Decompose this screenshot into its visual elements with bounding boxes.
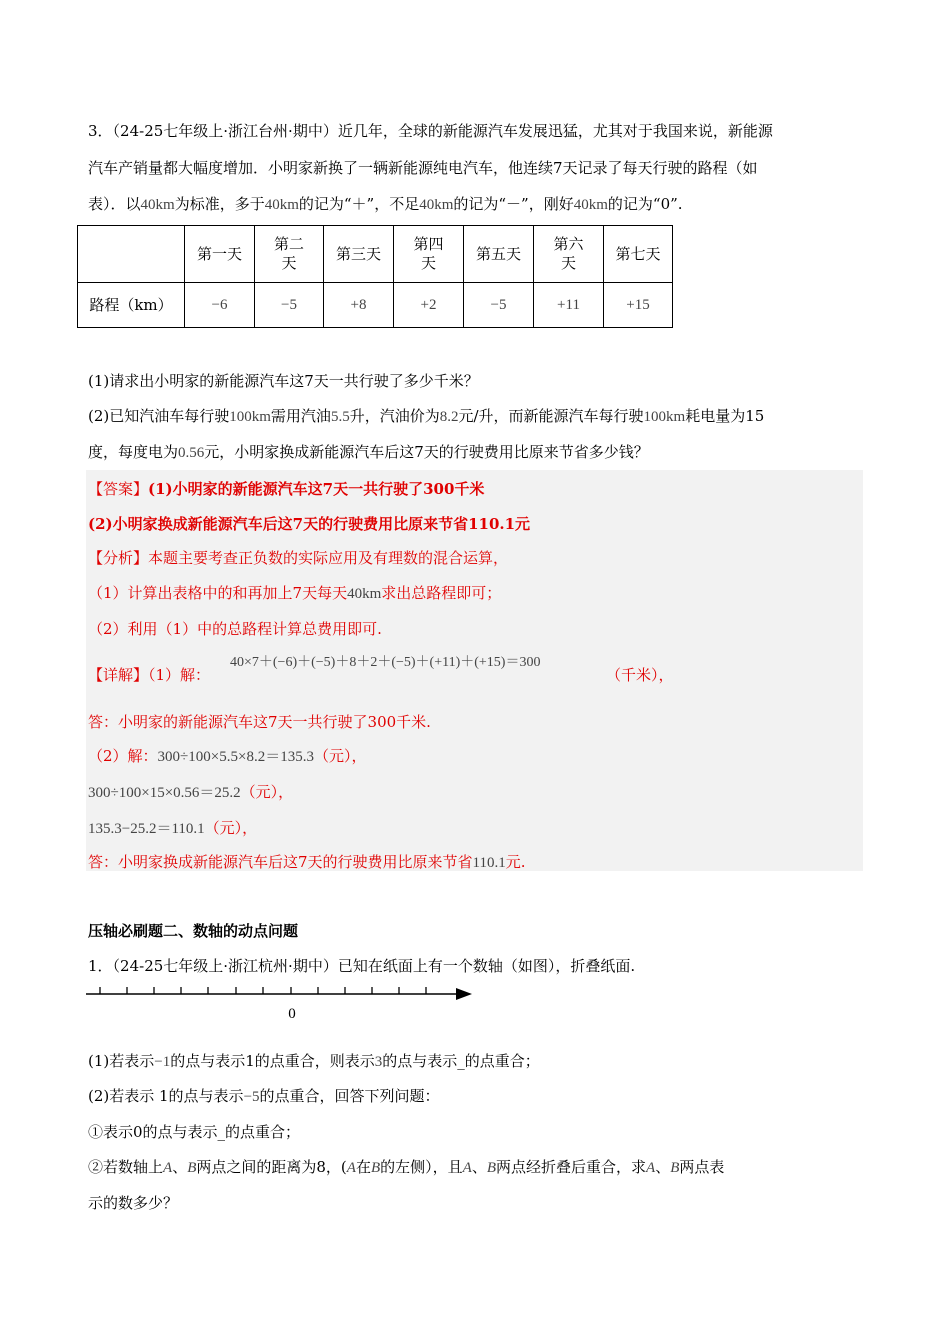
detail-line-4: 135.3−25.2＝110.1（元），	[88, 819, 258, 837]
table-header-cell: 第六 天	[534, 226, 604, 283]
table-header-cell: 第三天	[324, 226, 394, 283]
detail-line-2: （2）解：300÷100×5.5×8.2＝135.3（元），	[88, 747, 367, 765]
table-header-cell: 第四 天	[394, 226, 464, 283]
answer-line-2: (2)小明家换成新能源汽车后这7天的行驶费用比原来节省110.1元	[88, 515, 531, 533]
table-header-row	[78, 226, 673, 283]
problem3-line3: 表）．以40km为标准，多于40km的记为“＋”，不足40km的记为“－”，刚好40km的记为“0”.	[88, 195, 683, 213]
table-cell: +15	[604, 283, 673, 328]
table-cell: −5	[464, 283, 534, 328]
detail-line-1: 【详解】（1）解：	[88, 666, 211, 684]
number-line-figure	[86, 985, 476, 1033]
distance-table	[77, 225, 673, 328]
section2-subquestion-2-cont: 示的数多少？	[88, 1194, 179, 1212]
number-line-zero-label: 0	[288, 1006, 296, 1022]
table-header-cell: 第一天	[185, 226, 255, 283]
table-row	[78, 283, 673, 328]
table-header-cell	[78, 226, 185, 283]
section2-subquestion-1: ①表示0的点与表示_的点重合；	[88, 1123, 301, 1141]
table-header-cell: 第五天	[464, 226, 534, 283]
table-cell: −5	[255, 283, 324, 328]
table-header-cell: 第二 天	[255, 226, 324, 283]
table-row-label: 路程（km）	[78, 283, 185, 328]
question-2-line1: (2)已知汽油车每行驶100km需用汽油5.5升，汽油价为8.2元/升，而新能源汽车每行驶100km耗电量为15	[88, 407, 765, 425]
section2-question-2: (2)若表示 1的点与表示−5的点重合，回答下列问题：	[88, 1087, 440, 1105]
section2-problem-1: 1．（24-25七年级上·浙江杭州·期中）已知在纸面上有一个数轴（如图），折叠纸面.	[88, 957, 636, 975]
analysis-line: 【分析】本题主要考查正负数的实际应用及有理数的混合运算，	[88, 549, 509, 567]
table-cell: +2	[394, 283, 464, 328]
detail-answer-2: 答：小明家换成新能源汽车后这7天的行驶费用比原来节省110.1元.	[88, 853, 526, 871]
detail-line-3: 300÷100×15×0.56＝25.2（元），	[88, 783, 294, 801]
section-title: 压轴必刷题二、数轴的动点问题	[88, 922, 299, 940]
section2-subquestion-2: ②若数轴上A、B两点之间的距离为8，(A在B的左侧），且A、B两点经折叠后重合，求A、B两点表	[88, 1158, 725, 1176]
question-2-line2: 度，每度电为0.56元，小明家换成新能源汽车后这7天的行驶费用比原来节省多少钱？	[88, 443, 649, 461]
number-line-arrow	[456, 988, 472, 1000]
analysis-step-1: （1）计算出表格中的和再加上7天每天40km求出总路程即可；	[88, 584, 502, 602]
section2-question-1: (1)若表示−1的点与表示1的点重合，则表示3的点与表示_的点重合；	[88, 1052, 540, 1070]
table-cell: −6	[185, 283, 255, 328]
table-header-cell: 第七天	[604, 226, 673, 283]
problem3-line2: 汽车产销量都大幅度增加．小明家新换了一辆新能源纯电汽车，他连续7天记录了每天行驶的路程（如	[88, 159, 758, 177]
table-cell: +8	[324, 283, 394, 328]
problem3-line1: 3．（24-25七年级上·浙江台州·期中）近几年，全球的新能源汽车发展迅猛，尤其对于我国来说，新能源	[88, 122, 773, 140]
analysis-step-2: （2）利用（1）中的总路程计算总费用即可.	[88, 620, 382, 638]
question-1: (1)请求出小明家的新能源汽车这7天一共行驶了多少千米？	[88, 372, 479, 390]
table-cell: +11	[534, 283, 604, 328]
detail-unit-1: （千米），	[606, 666, 674, 684]
detail-answer-1: 答：小明家的新能源汽车这7天一共行驶了300千米.	[88, 713, 431, 731]
answer-line-1: 【答案】(1)小明家的新能源汽车这7天一共行驶了300千米	[88, 480, 485, 498]
detail-formula-1: 40×7＋(−6)＋(−5)＋8＋2＋(−5)＋(+11)＋(+15)＝300	[230, 655, 541, 670]
